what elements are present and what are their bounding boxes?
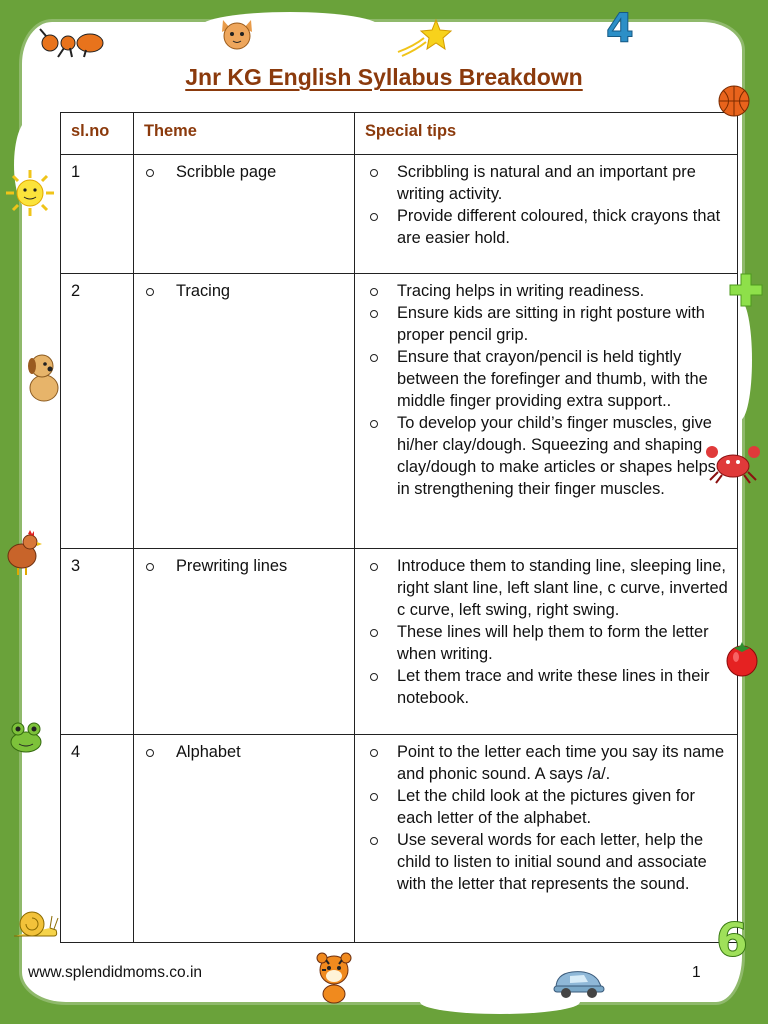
table-header-row: [61, 113, 738, 155]
number-6-icon: [712, 912, 752, 962]
tip-item: To develop your child’s finger muscles, give hi/her clay/dough. Squeezing and shaping clay/dough to make articles or shapes helps in strengthening their finger muscles.: [365, 412, 729, 500]
number-4-icon: [602, 2, 636, 46]
tip-item: Scribbling is natural and an important pre writing activity.: [365, 161, 729, 205]
table-row: [61, 155, 738, 274]
ant-icon: [38, 28, 106, 58]
header-slno: sl.no: [61, 113, 134, 155]
row-number: 1: [61, 155, 134, 274]
sun-icon: [2, 170, 58, 216]
row-number: 2: [61, 274, 134, 549]
svg-text:6: 6: [716, 913, 749, 962]
tip-item: Tracing helps in writing readiness.: [365, 280, 729, 302]
table-row: [61, 549, 738, 735]
tip-item: Ensure that crayon/pencil is held tightly between the forefinger and thumb, with the middle finger providing extra support..: [365, 346, 729, 412]
tip-item: Ensure kids are sitting in right posture with proper pencil grip.: [365, 302, 729, 346]
tips-list: [365, 555, 729, 709]
crab-icon: [704, 442, 762, 484]
row-theme: Tracing: [144, 280, 346, 302]
row-theme: Alphabet: [144, 741, 346, 763]
syllabus-table: [60, 112, 738, 943]
footer-url: www.splendidmoms.co.in: [28, 964, 203, 981]
basketball-icon: [716, 84, 752, 118]
car-icon: [550, 962, 606, 1000]
frog-icon: [8, 720, 44, 754]
cat-icon: [218, 16, 256, 52]
table-row: [61, 735, 738, 943]
row-number: 4: [61, 735, 134, 943]
table-row: [61, 274, 738, 549]
star-icon: [396, 18, 454, 58]
tip-item: Let the child look at the pictures given for each letter of the alphabet.: [365, 785, 729, 829]
tip-item: Let them trace and write these lines in their notebook.: [365, 665, 729, 709]
tips-list: [365, 161, 729, 249]
tiger-icon: [312, 952, 356, 1004]
row-theme: Prewriting lines: [144, 555, 346, 577]
row-number: 3: [61, 549, 134, 735]
tips-list: [365, 280, 729, 500]
tip-item: Introduce them to standing line, sleeping line, right slant line, left slant line, c curve, inverted c curve, left swing, right swing.: [365, 555, 729, 621]
header-tips: Special tips: [355, 113, 738, 155]
dog-icon: [20, 352, 66, 404]
page-title: Jnr KG English Syllabus Breakdown: [185, 64, 583, 90]
svg-text:4: 4: [606, 6, 634, 46]
hen-icon: [2, 528, 42, 576]
page-number: 1: [692, 964, 701, 981]
tomato-icon: [722, 640, 762, 678]
tip-item: Provide different coloured, thick crayons that are easier hold.: [365, 205, 729, 249]
row-theme: Scribble page: [144, 161, 346, 183]
plus-icon: [728, 272, 764, 308]
header-theme: Theme: [134, 113, 355, 155]
tips-list: [365, 741, 729, 895]
tip-item: Point to the letter each time you say its name and phonic sound. A says /a/.: [365, 741, 729, 785]
tip-item: These lines will help them to form the letter when writing.: [365, 621, 729, 665]
snail-icon: [10, 902, 60, 940]
tip-item: Use several words for each letter, help the child to listen to initial sound and associate with the letter that represents the sound.: [365, 829, 729, 895]
